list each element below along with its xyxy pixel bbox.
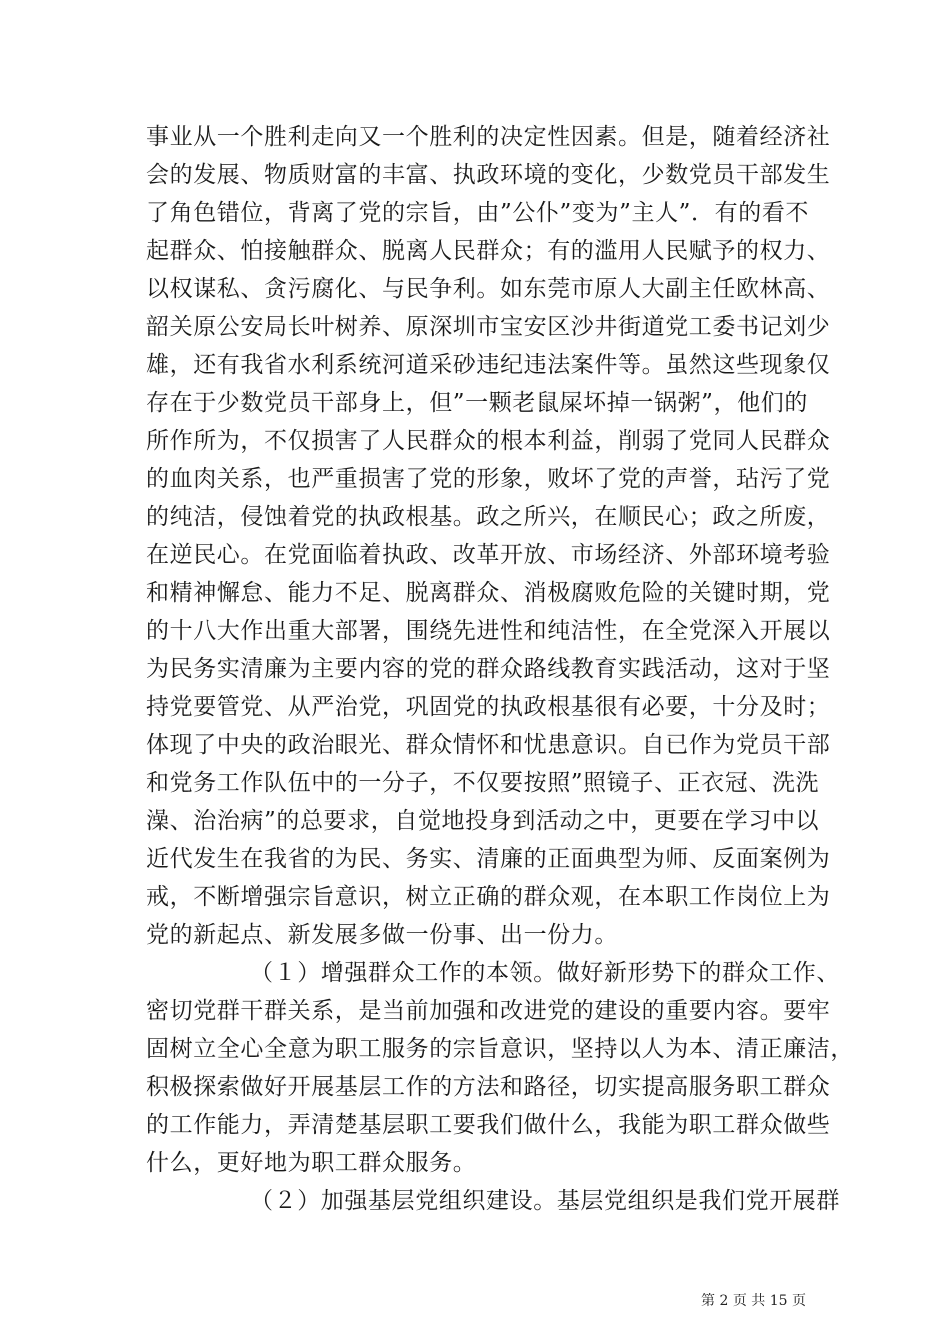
text-line: 存在于少数党员干部身上，但”一颗老鼠屎坏掉一锅粥”，他们的 [146, 390, 808, 416]
text-line: 什么，更好地为职工群众服务。 [146, 1150, 477, 1176]
text-line: 体现了中央的政治眼光、群众情怀和忧患意识。自已作为党员干部 [146, 732, 831, 758]
text-line: 密切党群干群关系，是当前加强和改进党的建设的重要内容。要牢 [146, 998, 831, 1024]
text-line: 的血肉关系，也严重损害了党的形象，败坏了党的声誉，玷污了党 [146, 466, 831, 492]
text-line: 以权谋私、贪污腐化、与民争利。如东莞市原人大副主任欧林高、 [146, 276, 831, 302]
text-line: 积极探索做好开展基层工作的方法和路径，切实提高服务职工群众 [146, 1074, 831, 1100]
text-line: 的工作能力，弄清楚基层职工要我们做什么，我能为职工群众做些 [146, 1112, 831, 1138]
text-line: 所作所为，不仅损害了人民群众的根本利益，削弱了党同人民群众 [146, 428, 831, 454]
text-line: 和党务工作队伍中的一分子，不仅要按照”照镜子、正衣冠、洗洗 [146, 770, 820, 796]
text-line: 为民务实清廉为主要内容的党的群众路线教育实践活动，这对于坚 [146, 656, 831, 682]
text-line: 的纯洁，侵蚀着党的执政根基。政之所兴，在顺民心；政之所废， [146, 504, 831, 530]
text-line: 在逆民心。在党面临着执政、改革开放、市场经济、外部环境考验 [146, 542, 831, 568]
section-heading-line: （１）增强群众工作的本领。做好新形势下的群众工作、 [250, 960, 840, 986]
text-line: 固树立全心全意为职工服务的宗旨意识，坚持以人为本、清正廉洁， [146, 1036, 854, 1062]
text-line: 的十八大作出重大部署，围绕先进性和纯洁性，在全党深入开展以 [146, 618, 831, 644]
text-line: 戒，不断增强宗旨意识，树立正确的群众观，在本职工作岗位上为 [146, 884, 831, 910]
text-line: 党的新起点、新发展多做一份事、出一份力。 [146, 922, 618, 948]
page-number-footer: 第 2 页 共 15 页 [701, 1293, 806, 1309]
text-line: 会的发展、物质财富的丰富、执政环境的变化，少数党员干部发生 [146, 162, 831, 188]
text-line: 起群众、怕接触群众、脱离人民群众；有的滥用人民赋予的权力、 [146, 238, 831, 264]
text-line: 持党要管党、从严治党，巩固党的执政根基很有必要，十分及时； [146, 694, 831, 720]
text-line: 近代发生在我省的为民、务实、清廉的正面典型为师、反面案例为 [146, 846, 831, 872]
text-line: 了角色错位，背离了党的宗旨，由”公仆”变为”主人”．有的看不 [146, 200, 810, 226]
text-line: 雄，还有我省水利系统河道采砂违纪违法案件等。虽然这些现象仅 [146, 352, 831, 378]
text-line: 事业从一个胜利走向又一个胜利的决定性因素。但是，随着经济社 [146, 124, 831, 150]
text-line: 和精神懈怠、能力不足、脱离群众、消极腐败危险的关键时期，党 [146, 580, 831, 606]
section-heading-line: （２）加强基层党组织建设。基层党组织是我们党开展群 [250, 1188, 840, 1214]
text-line: 韶关原公安局长叶树养、原深圳市宝安区沙井街道党工委书记刘少 [146, 314, 831, 340]
text-line: 澡、治治病”的总要求，自觉地投身到活动之中，更要在学习中以 [146, 808, 820, 834]
